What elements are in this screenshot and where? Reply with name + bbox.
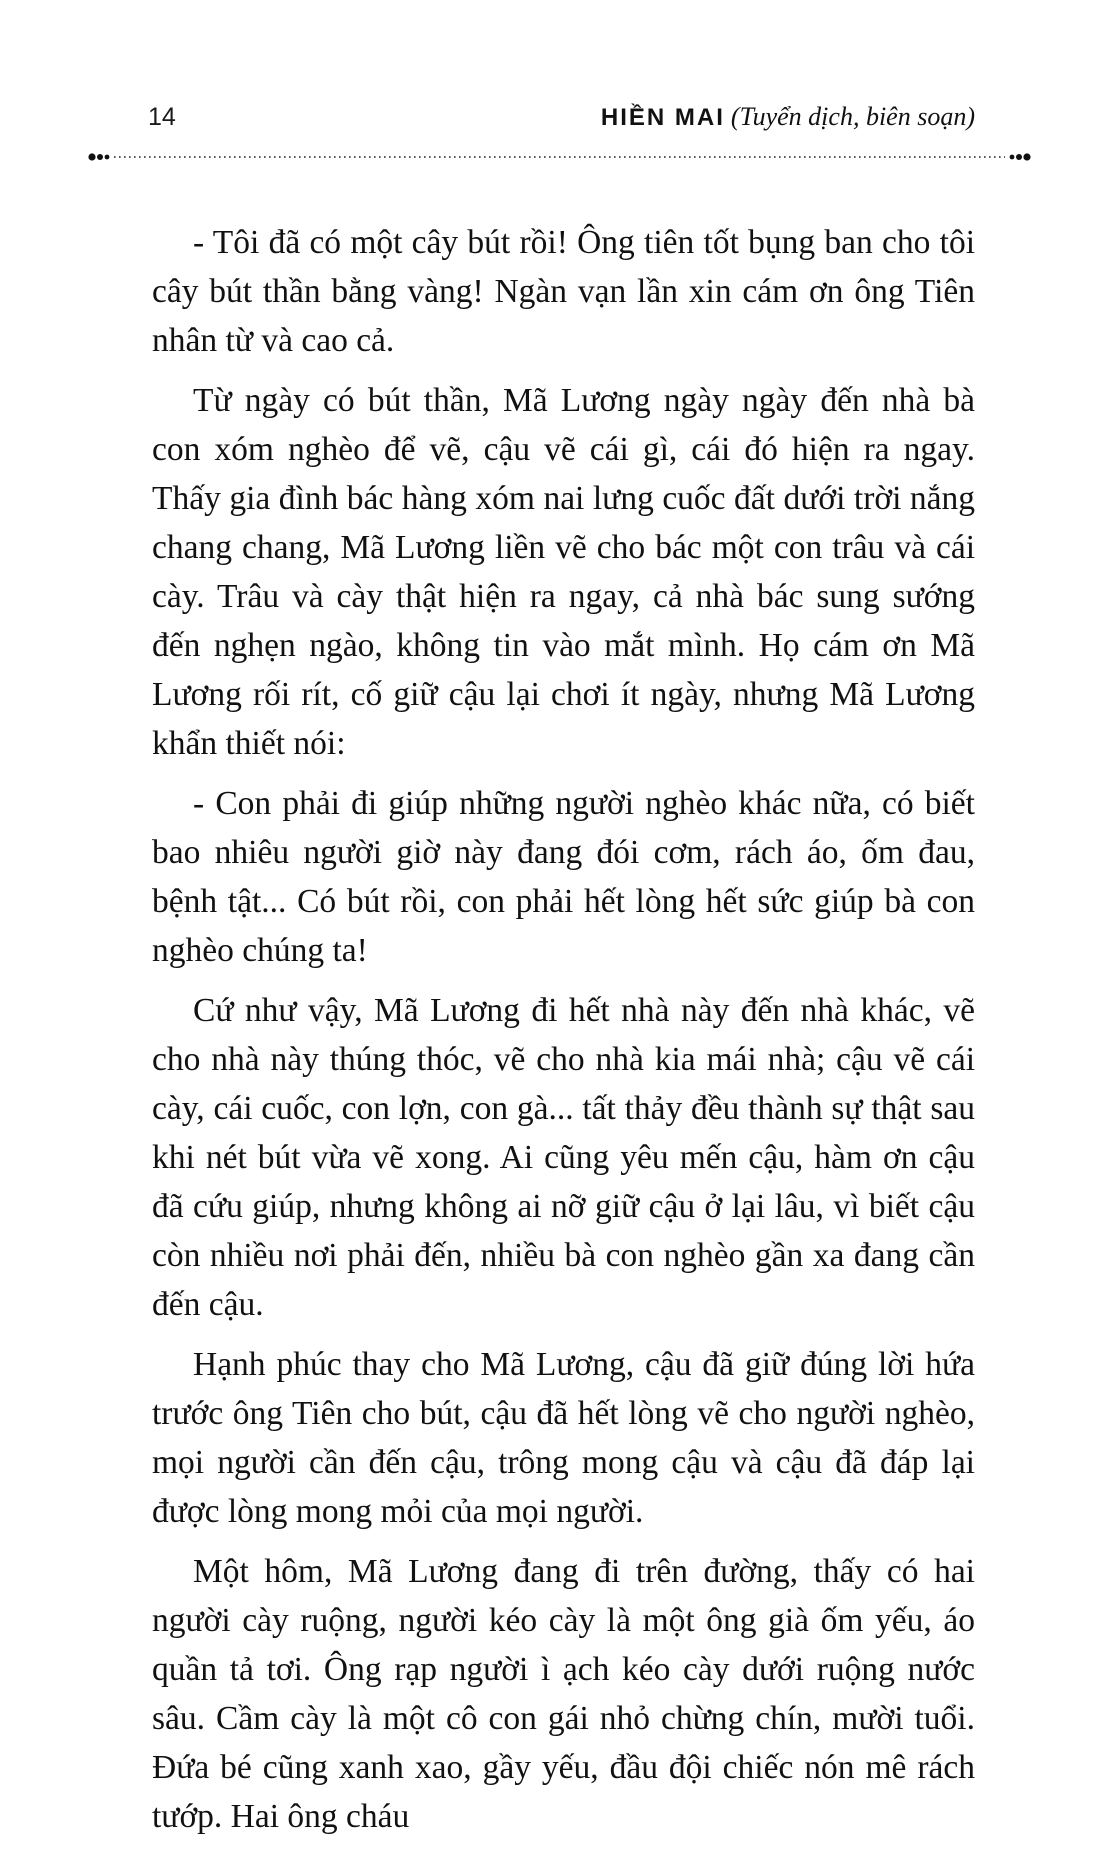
running-head-author: HIỀN MAI [600, 104, 725, 131]
paragraph-6: Một hôm, Mã Lương đang đi trên đường, thấy có hai người cày ruộng, người kéo cày là một ông già ốm yếu, áo quần tả tơi. Ông rạp người ì ạch kéo cày dưới ruộng nước sâu. Cầm cày là một cô con gái nhỏ chừng chín, mười tuổi. Đứa bé cũng xanh xao, gầy yếu, đầu đội chiếc nón mê rách tướp. Hai ông cháu [152, 1553, 975, 1835]
paragraph-4: Cứ như vậy, Mã Lương đi hết nhà này đến nhà khác, vẽ cho nhà này thúng thóc, vẽ cho nhà kia mái nhà; cậu vẽ cái cày, cái cuốc, con lợn, con gà... tất thảy đều thành sự thật sau khi nét bút vừa vẽ xong. Ai cũng yêu mến cậu, hàm ơn cậu đã cứu giúp, nhưng không ai nỡ giữ cậu ở lại lâu, vì biết cậu còn nhiều nơi phải đến, nhiều bà con nghèo gần xa đang cần đến cậu. [152, 992, 975, 1323]
paragraph-5: Hạnh phúc thay cho Mã Lương, cậu đã giữ đúng lời hứa trước ông Tiên cho bút, cậu đã hết lòng vẽ cho người nghèo, mọi người cần đến cậu, trông mong cậu và cậu đã đáp lại được lòng mong mỏi của mọi người. [152, 1346, 975, 1530]
page-header [148, 102, 975, 146]
paragraph-3: - Con phải đi giúp những người nghèo khác nữa, có biết bao nhiêu người giờ này đang đói cơm, rách áo, ốm đau, bệnh tật... Có bút rồi, con phải hết lòng hết sức giúp bà con nghèo chúng ta! [152, 785, 975, 969]
body-text [152, 218, 975, 1852]
page-number: 14 [148, 103, 176, 131]
paragraph-2: Từ ngày có bút thần, Mã Lương ngày ngày đến nhà bà con xóm nghèo để vẽ, cậu vẽ cái gì, cái đó hiện ra ngay. Thấy gia đình bác hàng xóm nai lưng cuốc đất dưới trời nắng chang chang, Mã Lương liền vẽ cho bác một con trâu và cái cày. Trâu và cày thật hiện ra ngay, cả nhà bác sung sướng đến nghẹn ngào, không tin vào mắt mình. Họ cám ơn Mã Lương rối rít, cố giữ cậu lại chơi ít ngày, nhưng Mã Lương khẩn thiết nói: [152, 382, 975, 762]
running-head-subtitle: (Tuyển dịch, biên soạn) [730, 102, 975, 131]
running-head [601, 102, 975, 132]
paragraph-1: - Tôi đã có một cây bút rồi! Ông tiên tốt bụng ban cho tôi cây bút thần bằng vàng! Ngàn vạn lần xin cám ơn ông Tiên nhân từ và cao cả. [152, 224, 975, 359]
header-dotted-rule [88, 150, 1031, 164]
